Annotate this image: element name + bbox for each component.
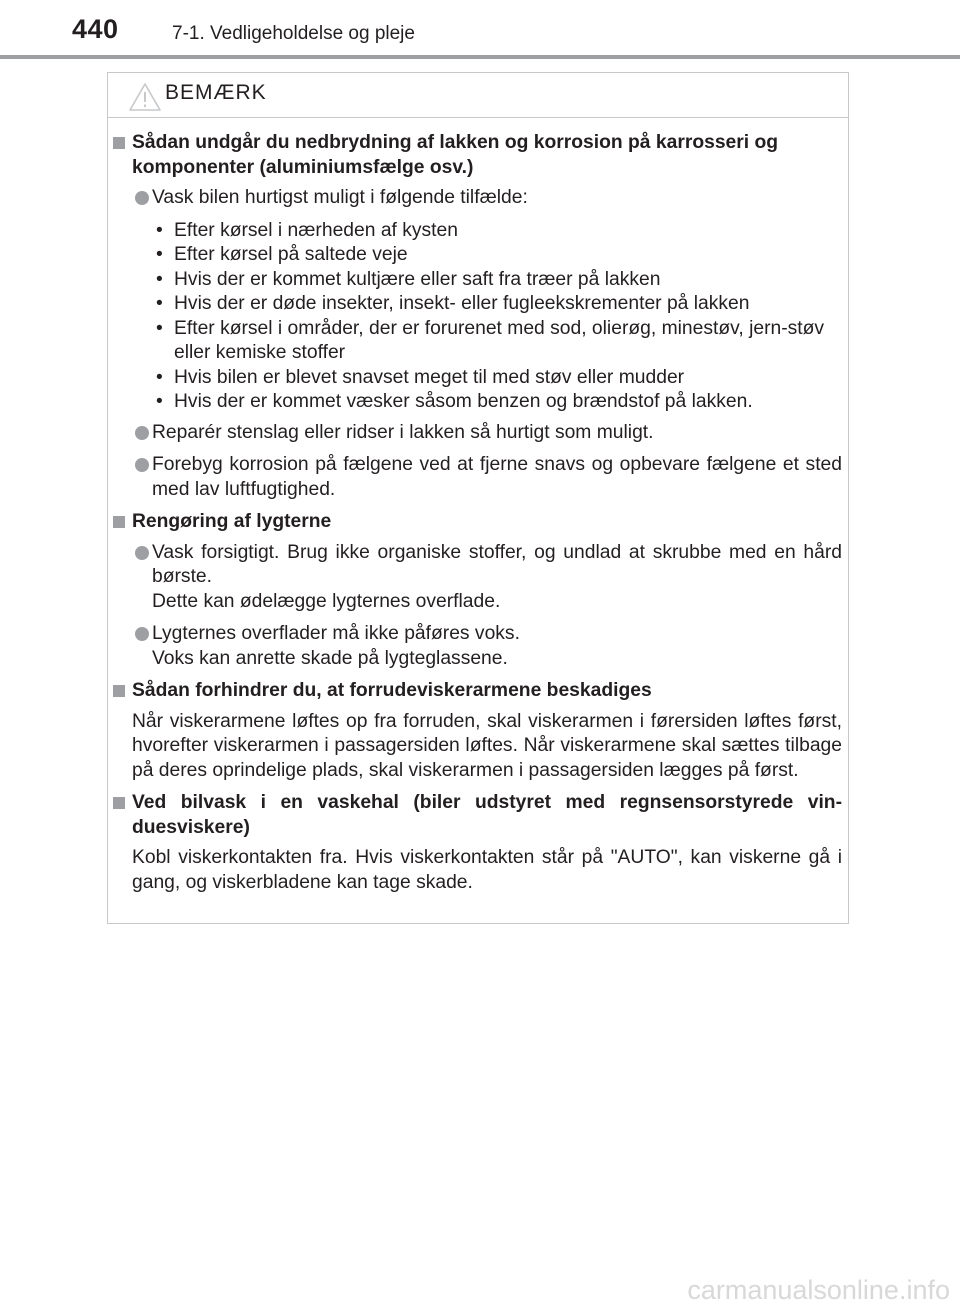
paragraph: Vask forsigtigt. Brug ikke organiske stoffer, og undlad at skrubbe med en hård børste. Dette kan ødelægge lygternes overflade. — [112, 541, 842, 615]
section-heading — [112, 791, 842, 840]
paragraph: Når viskerarmene løftes op fra forruden, skal viskerarmen i førersiden løftes først, hvorefter viskerarmen i passagersiden løftes. Når viskerarmene skal sættes tilbage på deres oprindelige plads, skal viskerarmen i passagersiden lægges på først. — [132, 710, 842, 781]
square-bullet-icon — [113, 797, 125, 809]
list-item: • Hvis bilen er blevet snavset meget til med støv eller mudder — [156, 366, 685, 388]
note-label: BEMÆRK — [165, 81, 267, 104]
note-divider — [108, 117, 848, 118]
list-item: • Efter kørsel i områder, der er forurenet med sod, olierøg, minestøv, jern-støv eller kemiske stoffer — [156, 317, 825, 363]
list-item: • Efter kørsel på saltede veje — [156, 244, 408, 265]
note-box — [107, 72, 849, 924]
section-heading-text: Sådan undgår du nedbrydning af lakken og korrosion på karrosseri og komponenter (aluminiumsfælge osv.) — [132, 132, 779, 178]
list-item: • Hvis der er døde insekter, insekt- eller fugleekskrementer på lakken — [156, 293, 750, 314]
section-heading-text: Ved bilvask i en vaskehal (biler udstyret med regnsensorstyrede vin-duesviskere) — [132, 792, 842, 838]
square-bullet-icon — [113, 685, 125, 697]
warning-triangle-icon — [128, 82, 162, 112]
section-heading — [112, 131, 842, 180]
note-content — [112, 131, 842, 903]
page-number: 440 — [72, 14, 119, 44]
paragraph: Kobl viskerkontakten fra. Hvis viskerkontakten står på "AUTO", kan viskerne gå i gang, og viskerbladene kan tage skade. — [132, 847, 842, 893]
header-divider — [0, 55, 960, 59]
note-header — [108, 73, 848, 117]
page-header — [0, 0, 960, 62]
list-item: • Hvis der er kommet kultjære eller saft fra træer på lakken — [156, 268, 661, 290]
section-paint-corrosion — [112, 131, 842, 502]
circle-bullet-icon — [135, 426, 149, 440]
section-heading — [112, 679, 842, 704]
circle-bullet-icon — [135, 546, 149, 560]
paragraph: Vask bilen hurtigst muligt i følgende tilfælde: — [112, 186, 842, 211]
section-heading-text: Rengøring af lygterne — [132, 511, 332, 532]
square-bullet-icon — [113, 137, 125, 149]
circle-bullet-icon — [135, 458, 149, 472]
watermark: carmanualsonline.info — [687, 1275, 950, 1305]
list-item: • Hvis der er kommet væsker såsom benzen og brændstof på lakken. — [156, 391, 753, 412]
section-heading — [112, 510, 842, 535]
section-car-wash — [112, 791, 842, 895]
square-bullet-icon — [113, 516, 125, 528]
paragraph: Forebyg korrosion på fælgene ved at fjerne snavs og opbevare fælgene et sted med lav luftfugtighed. — [112, 453, 842, 502]
section-headlights — [112, 510, 842, 671]
circle-bullet-icon — [135, 627, 149, 641]
section-title: 7-1. Vedligeholdelse og pleje — [172, 23, 415, 44]
section-wiper-arms — [112, 679, 842, 783]
paragraph: Reparér stenslag eller ridser i lakken så hurtigt som muligt. — [112, 421, 842, 446]
list-item: • Efter kørsel i nærheden af kysten — [156, 219, 458, 241]
section-heading-text: Sådan forhindrer du, at forrudeviskerarmene beskadiges — [132, 680, 652, 701]
bullet-list — [112, 219, 842, 415]
circle-bullet-icon — [135, 191, 149, 205]
paragraph: Lygternes overflader må ikke påføres voks. Voks kan anrette skade på lygteglassene. — [112, 622, 842, 671]
